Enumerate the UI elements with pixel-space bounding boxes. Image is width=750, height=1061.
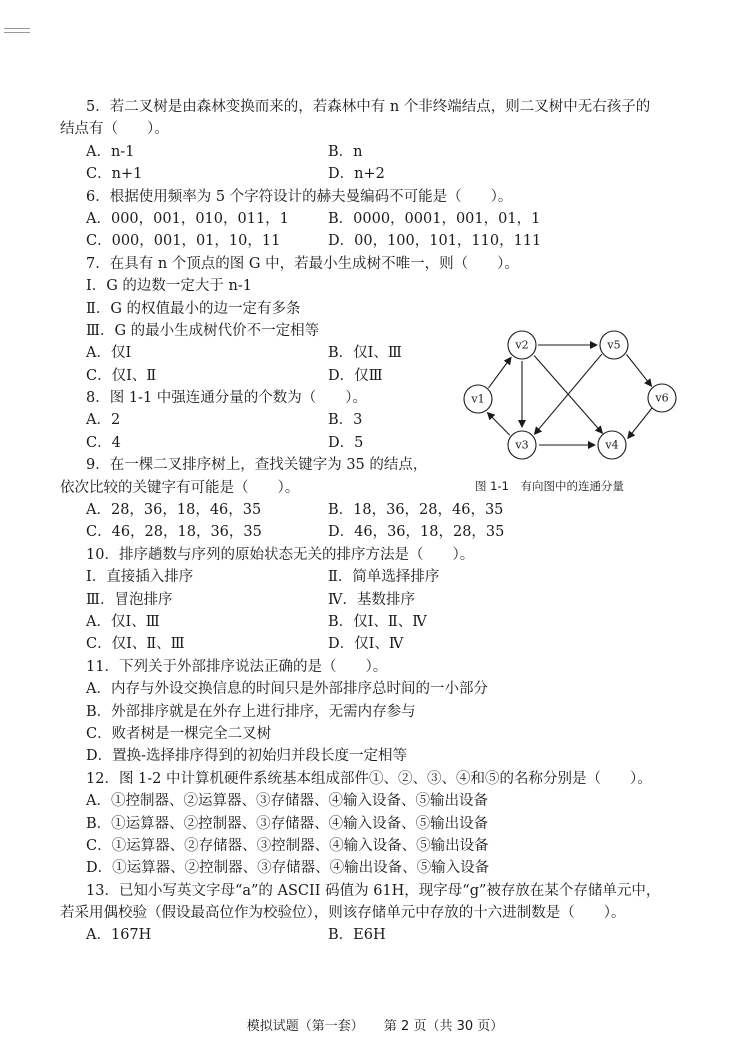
q10-options-row2 <box>60 633 700 655</box>
question-list <box>60 96 700 947</box>
q9-option-d: D．46，36，18，28，35 <box>328 524 505 541</box>
q9-stem-line1: 9．在一棵二叉排序树上，查找关键字为 35 的结点， <box>86 457 428 474</box>
q7-option-d: D．仅Ⅲ <box>328 367 383 384</box>
q9-option-c: C．46，28，18，36，35 <box>86 524 262 541</box>
q6-option-b: B．0000，0001，001，01，1 <box>328 210 541 227</box>
scan-mark <box>4 28 30 38</box>
edge-v3-v1 <box>488 413 510 436</box>
q11-option-b: B．外部排序就是在外存上进行排序，无需内存参与 <box>86 703 416 720</box>
q5-option-c: C．n+1 <box>86 166 143 183</box>
footer-title: 模拟试题（第一套） <box>246 1019 364 1034</box>
q13-options-row1 <box>60 924 700 946</box>
q8-option-d: D．5 <box>328 434 364 451</box>
figure-caption: 图 1-1 有向图中的连通分量 <box>475 479 624 493</box>
q10-item-3: Ⅲ．冒泡排序 <box>86 591 173 608</box>
q6-options-row2 <box>60 230 700 252</box>
q5-option-b: B．n <box>328 143 363 160</box>
q5-stem-line1: 5．若二叉树是由森林变换而来的，若森林中有 n 个非终端结点，则二叉树中无右孩子的 <box>86 99 651 115</box>
q8-option-b: B．3 <box>328 412 363 429</box>
q11-stem: 11．下列关于外部排序说法正确的是（ ）。 <box>86 658 388 675</box>
edge-v1-v2 <box>489 357 512 388</box>
q12-stem: 12．图 1-2 中计算机硬件系统基本组成部件①、②、③、④和⑤的名称分别是（ ）。 <box>86 770 652 787</box>
q9-stem-line2: 依次比较的关键字有可能是（ ）。 <box>60 479 300 496</box>
q10-item-4: Ⅳ．基数排序 <box>328 591 415 608</box>
edge-v6-v4 <box>628 408 652 439</box>
q10-items-row2 <box>60 589 700 611</box>
q6-option-a: A．000，001，010，011，1 <box>86 210 289 227</box>
node-label-v4: v4 <box>605 438 619 452</box>
q5-option-d: D．n+2 <box>328 166 385 183</box>
page-footer <box>0 1015 750 1034</box>
q10-option-c: C．仅Ⅰ、Ⅱ、Ⅲ <box>86 636 185 653</box>
edge-v5-v6 <box>627 355 652 387</box>
q10-items-row1 <box>60 566 700 588</box>
q5-option-a: A．n-1 <box>86 143 135 160</box>
q12-option-a: A．①控制器、②运算器、③存储器、④输入设备、⑤输出设备 <box>86 793 488 810</box>
q7-option-c: C．仅Ⅰ、Ⅱ <box>86 367 157 384</box>
node-label-v2: v2 <box>515 338 529 352</box>
q11-option-a: A．内存与外设交换信息的时间只是外部排序总时间的一小部分 <box>86 681 488 698</box>
q9-option-a: A．28，36，18，46，35 <box>86 502 262 519</box>
q10-item-1: Ⅰ．直接插入排序 <box>86 569 194 586</box>
q13-option-a: A．167H <box>86 927 152 944</box>
footer-page-number: 第 2 页（共 30 页） <box>383 1019 504 1034</box>
q12-option-b: B．①运算器、②控制器、③存储器、④输入设备、⑤输出设备 <box>86 815 489 832</box>
q9-option-b: B．18，36，28，46，35 <box>328 502 504 519</box>
q7-stem: 7．在具有 n 个顶点的图 G 中，若最小生成树不唯一，则（ ）。 <box>86 255 519 272</box>
q9-options-row1 <box>60 499 700 521</box>
node-label-v6: v6 <box>655 391 669 405</box>
node-label-v5: v5 <box>607 338 621 352</box>
q12-option-c: C．①运算器、②存储器、③控制器、④输入设备、⑤输出设备 <box>86 837 489 854</box>
q9-options-row2 <box>60 521 700 543</box>
q7-item-2: Ⅱ．G 的权值最小的边一定有多条 <box>86 300 301 317</box>
q7-option-a: A．仅Ⅰ <box>86 345 132 362</box>
q11-option-d: D．置换-选择排序得到的初始归并段长度一定相等 <box>86 748 408 765</box>
q12-option-d: D．①运算器、②控制器、③存储器、④输出设备、⑤输入设备 <box>86 860 490 877</box>
q6-option-d: D．00，100，101，110，111 <box>328 233 542 250</box>
q6-option-c: C．000，001，01，10，11 <box>86 233 281 250</box>
edge-v5-v3 <box>535 354 602 434</box>
q10-option-a: A．仅Ⅰ、Ⅲ <box>86 613 160 630</box>
q11-option-c: C．败者树是一棵完全二叉树 <box>86 725 272 742</box>
q7-item-3: Ⅲ．G 的最小生成树代价不一定相等 <box>86 322 320 339</box>
q10-option-d: D．仅Ⅰ、Ⅳ <box>328 636 404 653</box>
q13-option-b: B．E6H <box>328 927 386 944</box>
figure-1-1 <box>458 323 683 493</box>
node-label-v1: v1 <box>471 392 485 406</box>
q5-options-row2 <box>60 163 700 185</box>
q8-stem: 8．图 1-1 中强连通分量的个数为（ ）。 <box>86 390 368 407</box>
q13-stem-line2: 若采用偶校验（假设最高位作为校验位），则该存储单元中存放的十六进制数是（ ）。 <box>60 905 626 922</box>
q10-options-row1 <box>60 611 700 633</box>
q8-option-c: C．4 <box>86 434 121 451</box>
q10-item-2: Ⅱ．简单选择排序 <box>328 569 440 586</box>
q8-option-a: A．2 <box>86 412 121 429</box>
q10-option-b: B．仅Ⅰ、Ⅱ、Ⅳ <box>328 613 427 630</box>
q10-stem: 10．排序趟数与序列的原始状态无关的排序方法是（ ）。 <box>86 546 475 563</box>
q13-stem-line1: 13．已知小写英文字母“a”的 ASCII 码值为 61H，现字母“g”被存放在某个存储单元中， <box>86 882 661 899</box>
q7-option-b: B．仅Ⅰ、Ⅲ <box>328 345 402 362</box>
node-label-v3: v3 <box>515 438 529 452</box>
q6-stem: 6．根据使用频率为 5 个字符设计的赫夫曼编码不可能是（ ）。 <box>86 188 513 205</box>
q5-stem-line2: 结点有（ ）。 <box>60 121 169 138</box>
q7-item-1: Ⅰ．G 的边数一定大于 n-1 <box>86 278 252 295</box>
q5-options-row1 <box>60 141 700 163</box>
directed-graph <box>458 323 683 483</box>
q6-options-row1 <box>60 208 700 230</box>
